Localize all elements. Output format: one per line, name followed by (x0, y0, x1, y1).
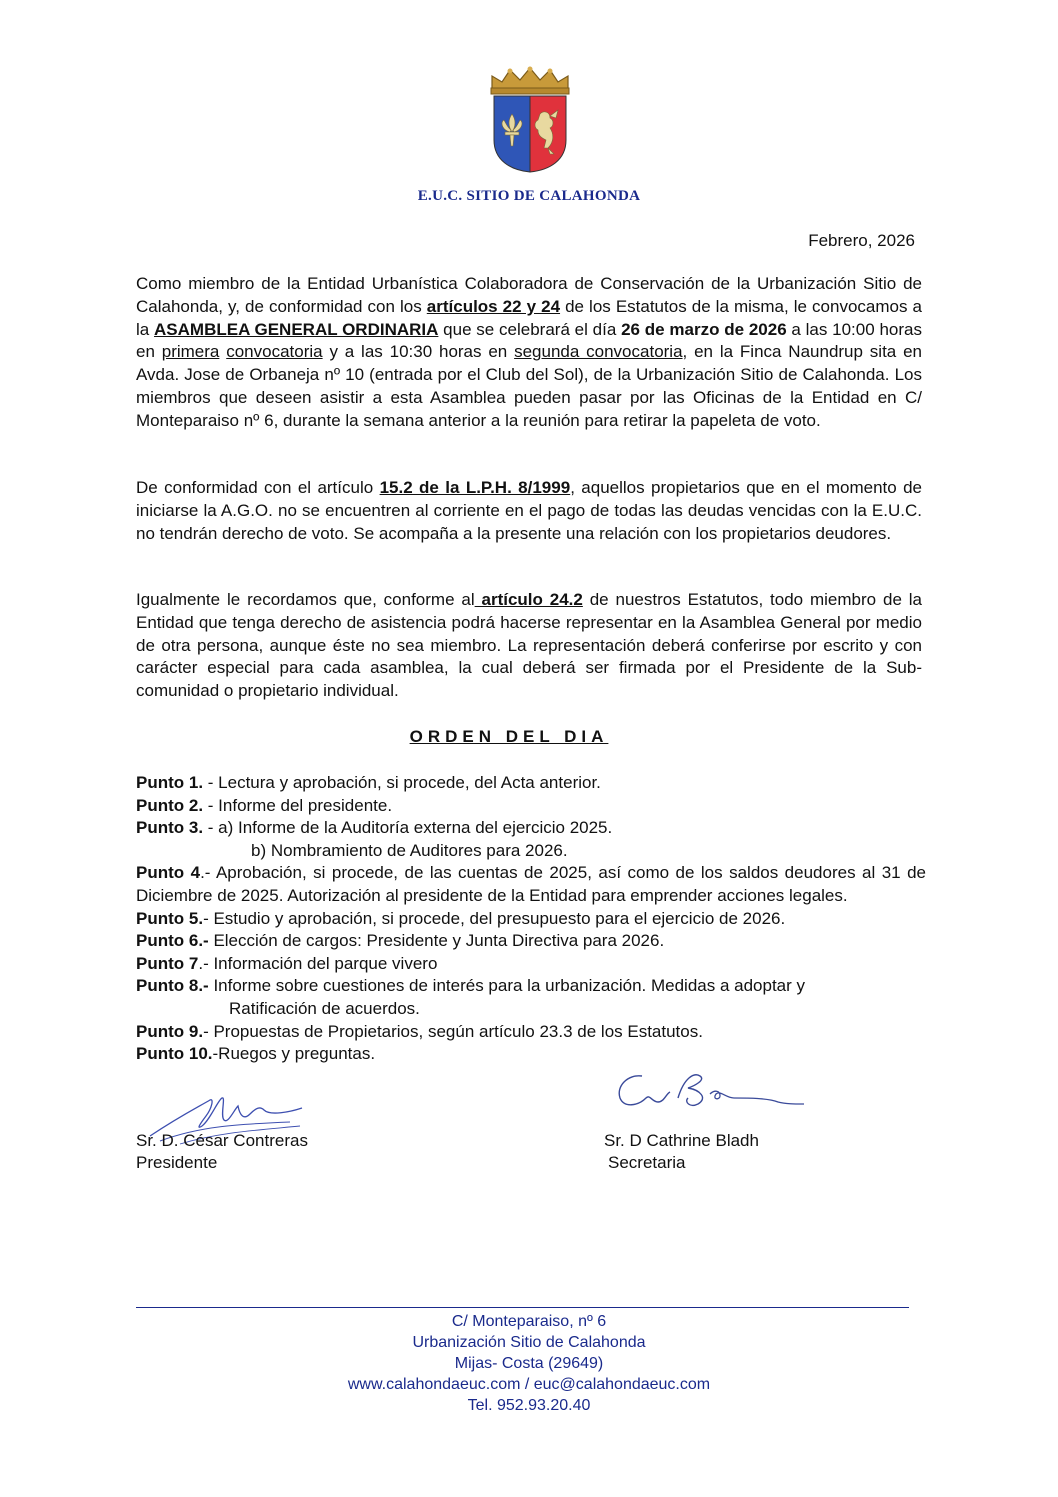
president-name: Sr. D. César Contreras (136, 1131, 308, 1150)
footer-phone: Tel. 952.93.20.40 (467, 1397, 591, 1414)
president-signature-block (136, 1130, 308, 1174)
footer-city: Mijas- Costa (29649) (454, 1355, 604, 1372)
text-span: y a las 10:30 horas en (322, 342, 515, 362)
agenda-item-text: Ratificación de acuerdos. (229, 998, 420, 1018)
agenda-item (136, 953, 926, 976)
text-span: a las 10:00 horas en (136, 319, 922, 362)
agenda-list (136, 772, 926, 1066)
coat-of-arms-icon (488, 66, 572, 174)
assembly-name: ASAMBLEA GENERAL ORDINARIA (154, 319, 439, 339)
agenda-item-text: - Propuestas de Propietarios, según artículo 23.3 de los Estatutos. (203, 1021, 703, 1041)
agenda-subitem (136, 998, 926, 1021)
voting-rights-paragraph (136, 477, 922, 545)
president-role: Presidente (136, 1153, 218, 1172)
footer-divider (136, 1307, 909, 1308)
footer-web-email: www.calahondaeuc.com / euc@calahondaeuc.com (347, 1376, 711, 1393)
crown-icon (491, 67, 569, 95)
agenda-subitem (136, 840, 926, 863)
agenda-item-label: Punto 6.- (136, 931, 209, 951)
agenda-item-text: - Informe del presidente. (203, 795, 393, 815)
agenda-item (136, 908, 926, 931)
organization-name: E.U.C. SITIO DE CALAHONDA (417, 188, 641, 204)
secretary-signature-icon (608, 1068, 818, 1116)
representation-paragraph (136, 589, 922, 703)
first-call-word: convocatoria (226, 342, 323, 362)
first-call-word: primera (161, 342, 220, 362)
agenda-item-label: Punto 10. (136, 1044, 213, 1064)
text-span: de nuestros Estatutos, todo miembro de la Entidad que tenga derecho de asistencia podrá hacerse representar en la Asamblea General por medio de otra persona, aunque éste no sea miembro. La representación deberá conferirse por escrito y con carácter especial para cada asamblea, la cual deberá ser firmada por el Presidente de la Sub-comunidad o propietario individual. (136, 590, 922, 701)
agenda-item-text: .- Aprobación, si procede, de las cuentas de 2025, así como de los saldos deudores al 31 de Diciembre de 2025. Autorización al presidente de la Entidad para emprender acciones legales. (136, 863, 926, 905)
text-span: que se celebrará el día (438, 319, 622, 339)
footer-urbanization: Urbanización Sitio de Calahonda (412, 1334, 646, 1351)
agenda-title: ORDEN DEL DIA (409, 727, 609, 746)
agenda-item-text: .- Información del parque vivero (198, 953, 438, 973)
agenda-item-text: Elección de cargos: Presidente y Junta Directiva para 2026. (208, 931, 665, 951)
agenda-item-text: -Ruegos y preguntas. (212, 1044, 376, 1064)
agenda-item (136, 975, 926, 998)
secretary-role: Secretaria (608, 1153, 686, 1172)
secretary-name: Sr. D Cathrine Bladh (604, 1131, 759, 1150)
agenda-item-text: - a) Informe de la Auditoría externa del ejercicio 2025. (203, 818, 613, 838)
article-reference: artículo 24.2 (474, 590, 583, 609)
agenda-item (136, 817, 926, 840)
text-span: , en la Finca Naundrup sita en Avda. Jose de Orbaneja nº 10 (entrada por el Club del Sol), de la Urbanización Sitio de Calahonda. Los miembros que deseen asistir a esta Asamblea pueden pasar por las Oficinas de la Entidad en C/ Monteparaiso nº 6, durante la semana anterior a la reunión para retirar la papeleta de voto. (136, 342, 922, 430)
text-span: De conformidad con el artículo (136, 478, 380, 497)
text-span: , aquellos propietarios que en el momento de iniciarse la A.G.O. no se encuentren al corriente en el pago de todas las deudas vencidas con la E.U.C. no tendrán derecho de voto. Se acompaña a la presente una relación con los propietarios deudores. (136, 478, 922, 543)
law-reference: 15.2 de la L.P.H. 8/1999 (379, 478, 571, 497)
agenda-item-label: Punto 1. (136, 773, 204, 792)
agenda-item (136, 1021, 926, 1044)
agenda-item-label: Punto 4 (136, 863, 201, 883)
convocation-paragraph (136, 273, 922, 433)
text-span: Como miembro de la Entidad Urbanística Colaboradora de Conservación de la Urbanización Sitio de Calahonda, y, de conformidad con los (136, 274, 922, 316)
footer-street: C/ Monteparaiso, nº 6 (451, 1313, 607, 1330)
text-span: Igualmente le recordamos que, conforme al (136, 590, 475, 609)
footer-address (0, 1311, 1058, 1416)
articles-reference: artículos 22 y 24 (426, 296, 561, 316)
agenda-item (136, 772, 926, 795)
second-call: segunda convocatoria (514, 342, 683, 362)
agenda-item-text: b) Nombramiento de Auditores para 2026. (251, 840, 568, 860)
secretary-signature-block (604, 1130, 759, 1174)
agenda-item-label: Punto 8.- (136, 976, 209, 996)
agenda-item (136, 1043, 926, 1066)
agenda-item-label: Punto 5. (136, 908, 204, 928)
agenda-item (136, 930, 926, 953)
agenda-item-text: - Lectura y aprobación, si procede, del Acta anterior. (203, 773, 601, 792)
agenda-item-label: Punto 7 (136, 953, 199, 973)
agenda-item (136, 795, 926, 818)
meeting-date: 26 de marzo de 2026 (621, 319, 787, 339)
agenda-item-text: - Estudio y aprobación, si procede, del presupuesto para el ejercicio de 2026. (203, 908, 786, 928)
text-span: de los Estatutos de la misma, le convocamos a la (136, 296, 922, 339)
agenda-item (136, 862, 926, 907)
letter-date: Febrero, 2026 (808, 231, 915, 250)
agenda-item-label: Punto 3. (136, 818, 204, 838)
agenda-item-text: Informe sobre cuestiones de interés para la urbanización. Medidas a adoptar y (208, 976, 806, 996)
agenda-item-label: Punto 9. (136, 1021, 204, 1041)
agenda-item-label: Punto 2. (136, 795, 204, 815)
